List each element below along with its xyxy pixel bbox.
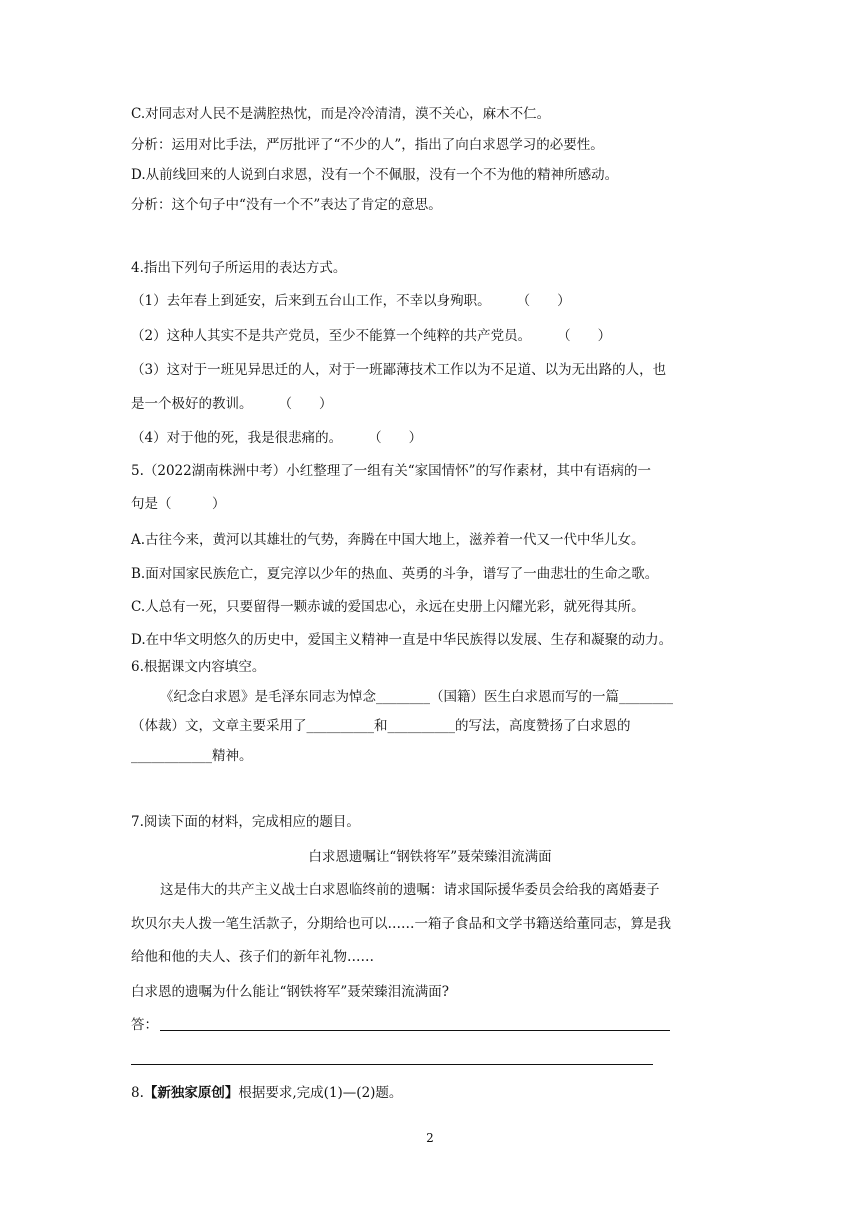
q5-option-c: C.人总有一死，只要留得一颗赤诚的爱国忠心，永远在史册上闪耀光彩，就死得其所。 (131, 599, 645, 615)
q4-title: 4.指出下列句子所运用的表达方式。 (131, 260, 347, 276)
q7-paragraph-line-1: 这是伟大的共产主义战士白求恩临终前的遗嘱：请求国际援华委员会给我的离婚妻子 (160, 882, 660, 898)
q7-article-title: 白求恩遗嘱让“钢铁将军”聂荣臻泪流满面 (308, 849, 552, 865)
answer-blank: （ ） (557, 328, 612, 344)
q7-paragraph-line-3: 给他和他的夫人、孩子们的新年礼物…… (131, 949, 374, 965)
q3-analysis-c: 分析：运用对比手法，严厉批评了“不少的人”，指出了向白求恩学习的必要性。 (131, 137, 604, 153)
q4-item-3: （3）这对于一班见异思迁的人，对于一班鄙薄技术工作以为不足道、以为无出路的人，也 (131, 362, 667, 378)
q4-item-3-cont: 是一个极好的教训。 （ ） (131, 396, 333, 412)
q6-line-2: （体裁）文，文章主要采用了__________和__________的写法，高度赞扬了白求恩的 (131, 718, 631, 734)
q7-question: 白求恩的遗嘱为什么能让“钢铁将军”聂荣臻泪流满面? (131, 984, 450, 1000)
q7-paragraph-line-2: 坎贝尔夫人拨一笔生活款子，分期给也可以……一箱子食品和文学书籍送给董同志，算是我 (131, 916, 671, 932)
q7-title: 7.阅读下面的材料，完成相应的题目。 (131, 814, 360, 830)
q5-title-line-1: 5.（2022湖南株洲中考）小红整理了一组有关“家国情怀”的写作素材，其中有语病的一 (131, 463, 652, 479)
q5-option-d: D.在中华文明悠久的历史中，爱国主义精神一直是中华民族得以发展、生存和凝聚的动力。 (131, 632, 673, 648)
q5-option-b: B.面对国家民族危亡，夏完淳以少年的热血、英勇的斗争，谱写了一曲悲壮的生命之歌。 (131, 566, 659, 582)
answer-line-2 (131, 1064, 653, 1065)
q3-option-d: D.从前线回来的人说到白求恩，没有一个不佩服，没有一个不为他的精神所感动。 (131, 167, 619, 183)
answer-blank: （ ） (278, 396, 333, 412)
q3-option-c: C.对同志对人民不是满腔热忱，而是冷冷清清，漠不关心，麻木不仁。 (131, 106, 551, 122)
answer-blank: （ ） (516, 293, 571, 309)
q4-item-1: （1）去年春上到延安，后来到五台山工作，不幸以身殉职。 （ ） (131, 293, 571, 309)
answer-line-1 (160, 1030, 670, 1031)
q4-item-4: （4）对于他的死，我是很悲痛的。 （ ） (131, 430, 423, 446)
q6-line-3: ____________精神。 (131, 748, 253, 764)
q7-answer-label: 答： (131, 1017, 158, 1033)
q5-title-line-2: 句是（ ） (131, 496, 226, 512)
q8-title: 8.【新独家原创】根据要求,完成(1)—(2)题。 (131, 1085, 403, 1101)
answer-blank: （ ） (368, 430, 423, 446)
q8-tag: 【新独家原创】 (143, 1085, 239, 1101)
q6-title: 6.根据课文内容填空。 (131, 659, 266, 675)
q5-option-a: A.古往今来，黄河以其雄壮的气势，奔腾在中国大地上，滋养着一代又一代中华儿女。 (131, 532, 645, 548)
q6-line-1: 《纪念白求恩》是毛泽东同志为悼念________（国籍）医生白求恩而写的一篇________ (160, 689, 673, 705)
q4-item-2: （2）这种人其实不是共产党员，至少不能算一个纯粹的共产党员。 （ ） (131, 328, 612, 344)
page-number: 2 (426, 1131, 434, 1145)
q3-analysis-d: 分析：这个句子中“没有一个不”表达了肯定的意思。 (131, 197, 442, 213)
